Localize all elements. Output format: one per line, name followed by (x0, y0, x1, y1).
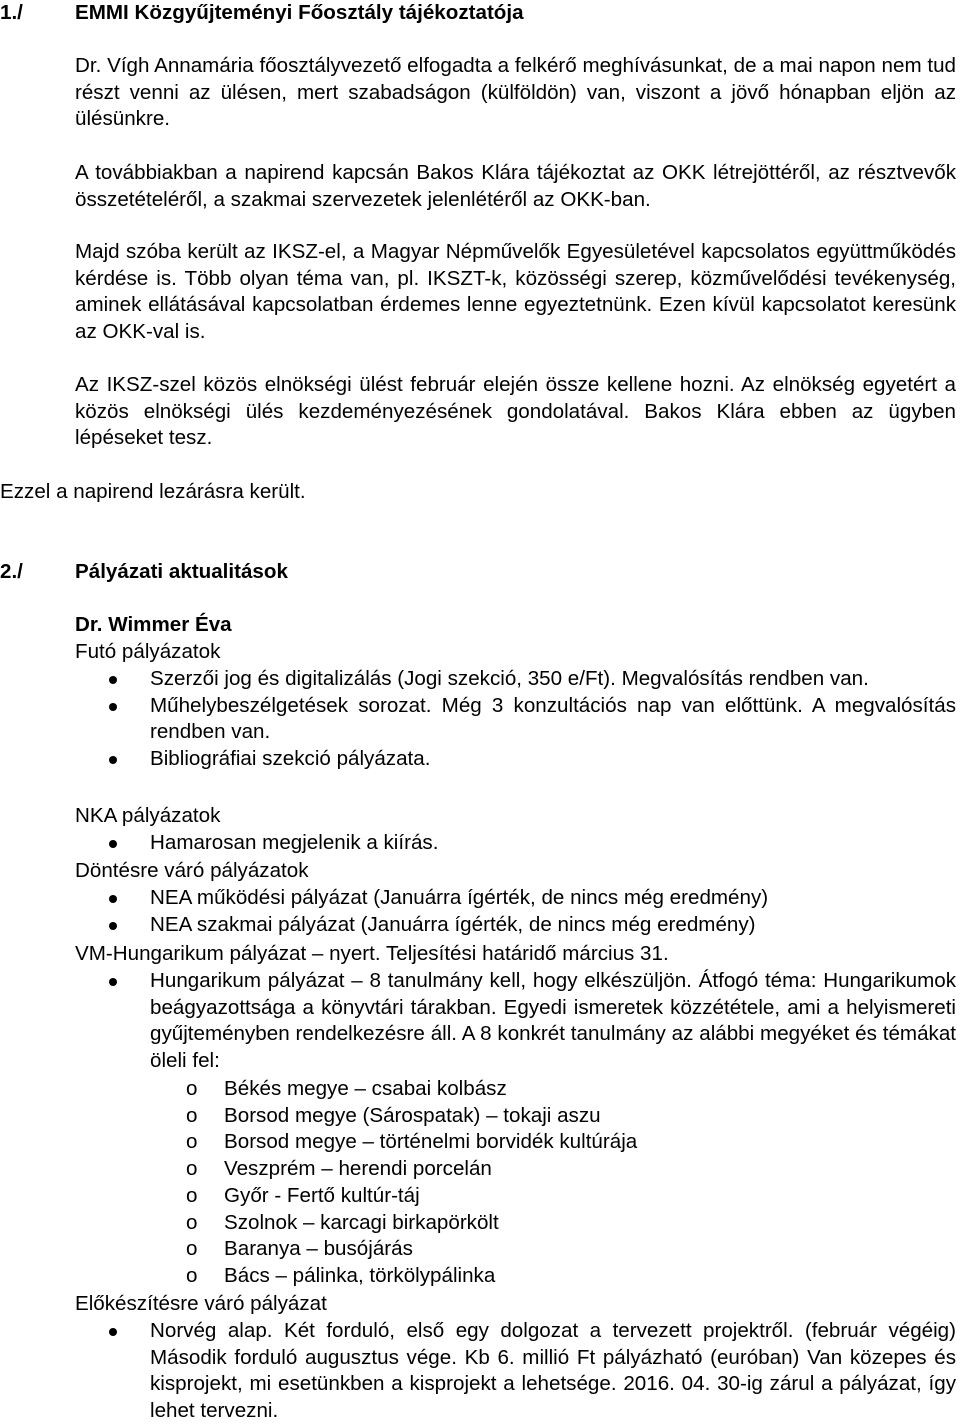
circle-bullet-icon: o (186, 1103, 198, 1127)
running-label: Futó pályázatok (75, 640, 221, 663)
running-list (75, 666, 956, 773)
bullet-icon (109, 895, 117, 903)
bullet-icon (109, 840, 117, 848)
section-1-title: EMMI Közgyűjteményi Főosztály tájékoztatója (75, 1, 524, 24)
pending-label: Döntésre váró pályázatok (75, 859, 309, 882)
paragraph-okk: A továbbiakban a napirend kapcsán Bakos Klára tájékoztat az OKK létrejöttéről, az résztvevők összetételéről, a szakmai szervezetek jelenlétéről az OKK-ban. (75, 161, 956, 211)
bullet-icon (109, 756, 117, 764)
bullet-icon (109, 922, 117, 930)
list-item: o Szolnok – karcagi birkapörkölt (150, 1210, 956, 1237)
county-list (150, 1076, 956, 1290)
list-item: Hamarosan megjelenik a kiírás. (75, 830, 956, 857)
closing-note: Ezzel a napirend lezárásra került. (0, 480, 306, 503)
prep-list (75, 1318, 956, 1425)
prep-label: Előkészítésre váró pályázat (75, 1292, 327, 1315)
hungarikum-label: VM-Hungarikum pályázat – nyert. Teljesítési határidő március 31. (75, 942, 669, 965)
list-item: o Békés megye – csabai kolbász (150, 1076, 956, 1103)
circle-bullet-icon: o (186, 1157, 198, 1181)
list-item: o Veszprém – herendi porcelán (150, 1156, 956, 1183)
bullet-icon (109, 978, 117, 986)
speaker-name: Dr. Wimmer Éva (75, 613, 232, 636)
circle-bullet-icon: o (186, 1183, 198, 1207)
list-item: NEA szakmai pályázat (Januárra ígérték, de nincs még eredmény) (75, 912, 956, 939)
hungarikum-list (75, 968, 956, 1075)
bullet-icon (109, 676, 117, 684)
section-2-title: Pályázati aktualitások (75, 560, 288, 583)
list-item: o Borsod megye (Sárospatak) – tokaji aszu (150, 1103, 956, 1130)
circle-bullet-icon: o (186, 1237, 198, 1261)
bullet-icon (109, 703, 117, 711)
paragraph-iksz: Majd szóba került az IKSZ-el, a Magyar Népművelők Egyesületével kapcsolatos együttműködés kérdése is. Több olyan téma van, pl. IKSZT-k, közösségi szerep, közművelődési tevékenység, aminek ellátásával kapcsolatban érdemes lenne egyeztetnünk. Ezen kívül kapcsolatot keresünk az OKK-val is. (75, 240, 956, 344)
nka-list (75, 830, 956, 857)
list-item: Műhelybeszélgetések sorozat. Még 3 konzultációs nap van előttünk. A megvalósítás rendben van. (75, 693, 956, 746)
list-item: o Baranya – busójárás (150, 1236, 956, 1263)
list-item: Bibliográfiai szekció pályázata. (75, 746, 956, 773)
nka-label: NKA pályázatok (75, 804, 221, 827)
list-item: NEA működési pályázat (Januárra ígérték, de nincs még eredmény) (75, 885, 956, 912)
pending-list (75, 885, 956, 938)
list-item: o Bács – pálinka, törkölypálinka (150, 1263, 956, 1290)
section-1-number: 1./ (0, 1, 23, 24)
bullet-icon (109, 1328, 117, 1336)
list-item: Hungarikum pályázat – 8 tanulmány kell, hogy elkészüljön. Átfogó téma: Hungarikumok beágyazottsága a könyvtári tárakban. Egyedi ismeretek közzététele, ami a helyismereti gyűjteményben rendelkezésre áll. A 8 konkrét tanulmány az alábbi megyéket és témákat öleli fel: (75, 968, 956, 1075)
circle-bullet-icon: o (186, 1130, 198, 1154)
list-item: o Borsod megye – történelmi borvidék kultúrája (150, 1129, 956, 1156)
paragraph-vigh: Dr. Vígh Annamária főosztályvezető elfogadta a felkérő meghívásunkat, de a mai napon nem tud részt venni az ülésen, mert szabadságon (külföldön) van, viszont a jövő hónapban eljön az ülésünkre. (75, 54, 956, 131)
section-2-number: 2./ (0, 560, 23, 583)
list-item: Szerzői jog és digitalizálás (Jogi szekció, 350 e/Ft). Megvalósítás rendben van. (75, 666, 956, 693)
circle-bullet-icon: o (186, 1263, 198, 1287)
list-item: Norvég alap. Két forduló, első egy dolgozat a tervezett projektről. (február végéig) Második forduló augusztus vége. Kb 6. millió Ft pályázható (euróban) Van közepes és kisprojekt, mi esetünkben a kisprojekt a lehetsége. 2016. 04. 30-ig zárul a pályázat, így lehet tervezni. (75, 1318, 956, 1425)
list-item: o Győr - Fertő kultúr-táj (150, 1183, 956, 1210)
circle-bullet-icon: o (186, 1210, 198, 1234)
paragraph-joint-meeting: Az IKSZ-szel közös elnökségi ülést február elején össze kellene hozni. Az elnökség egyetért a közös elnökségi ülés kezdeményezésének gondolatával. Bakos Klára ebben az ügyben lépéseket tesz. (75, 373, 956, 450)
circle-bullet-icon: o (186, 1077, 198, 1100)
